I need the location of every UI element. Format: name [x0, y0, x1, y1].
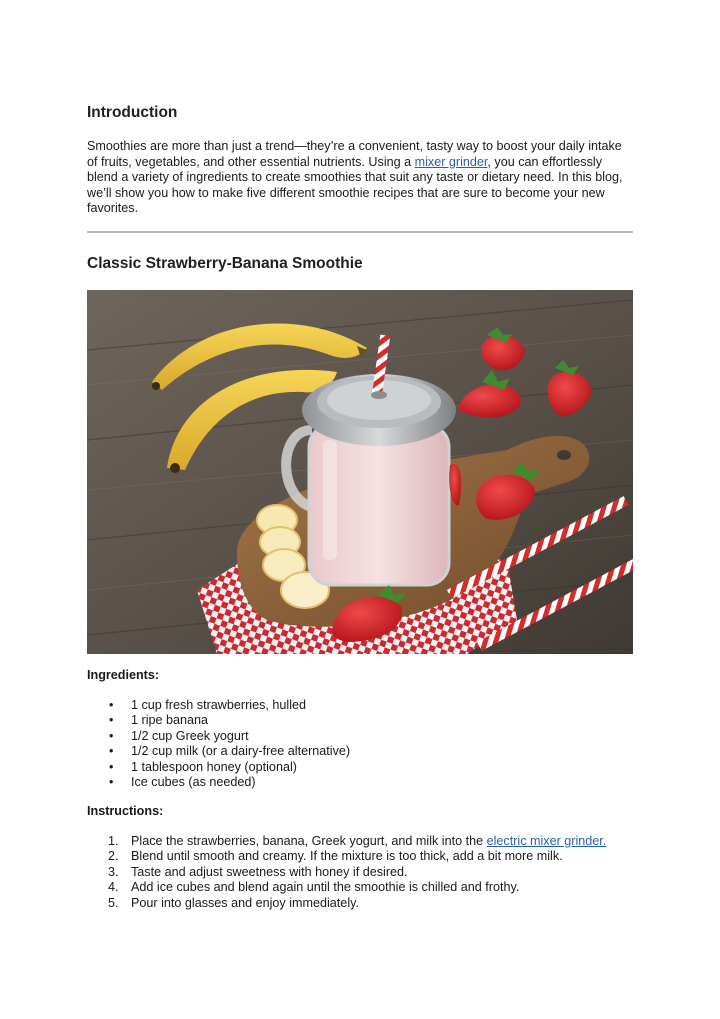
instructions-heading: Instructions:: [87, 804, 164, 818]
ingredient-text: Ice cubes (as needed): [131, 775, 256, 790]
step-number: 3.: [108, 864, 119, 879]
electric-mixer-grinder-link[interactable]: electric mixer grinder.: [486, 834, 607, 848]
step-text: Taste and adjust sweetness with honey if desired.: [131, 864, 408, 879]
list-item: [87, 865, 607, 880]
bullet-icon: •: [109, 744, 114, 759]
step-number: 4.: [108, 880, 119, 895]
list-item: [87, 896, 607, 911]
list-item: [87, 849, 607, 864]
ingredients-list: [87, 698, 350, 790]
ingredients-heading: Ingredients:: [87, 668, 160, 682]
step-text: Add ice cubes and blend again until the smoothie is chilled and frothy.: [131, 880, 520, 895]
instructions-list: [87, 834, 607, 911]
step-text: Pour into glasses and enjoy immediately.: [131, 895, 359, 910]
ingredient-text: 1 cup fresh strawberries, hulled: [131, 698, 306, 712]
section-divider: [87, 231, 633, 233]
list-item: [87, 729, 350, 744]
step-text: Place the strawberries, banana, Greek yogurt, and milk into the: [131, 834, 487, 848]
intro-text-start: Smoothies are more than just a trend—they’re a convenient, tasty way to boost your daily intake of fruits, vegetables, and other essential nutrients. Using a: [87, 139, 622, 169]
list-item: [87, 880, 607, 895]
smoothie-photo: [87, 290, 633, 654]
ingredient-text: 1 ripe banana: [131, 713, 209, 728]
intro-heading: Introduction: [87, 104, 178, 121]
bullet-icon: •: [109, 713, 114, 728]
bullet-icon: •: [109, 698, 114, 712]
bullet-icon: •: [109, 759, 114, 774]
mixer-grinder-link[interactable]: mixer grinder: [414, 154, 488, 169]
list-item: [87, 834, 607, 849]
bullet-icon: •: [109, 728, 114, 743]
ingredient-text: 1/2 cup Greek yogurt: [131, 728, 249, 743]
step-number: 1.: [108, 834, 119, 848]
list-item: [87, 713, 350, 728]
ingredient-text: 1/2 cup milk (or a dairy-free alternative): [131, 744, 351, 759]
list-item: [87, 775, 350, 790]
list-item: [87, 760, 350, 775]
step-number: 5.: [108, 895, 119, 910]
step-text: Blend until smooth and creamy. If the mixture is too thick, add a bit more milk.: [131, 849, 563, 864]
ingredient-text: 1 tablespoon honey (optional): [131, 759, 297, 774]
list-item: [87, 698, 350, 713]
recipe-heading: Classic Strawberry-Banana Smoothie: [87, 255, 363, 272]
intro-paragraph: [87, 139, 633, 217]
bullet-icon: •: [109, 775, 114, 790]
intro-text-end: , you can effortlessly blend a variety of ingredients to create smoothies that suit any taste or dietary need. In this blog, we’ll show you how to make five different smoothie recipes that are sure to become your new favorites.: [87, 154, 623, 216]
list-item: [87, 744, 350, 759]
step-number: 2.: [108, 849, 119, 864]
